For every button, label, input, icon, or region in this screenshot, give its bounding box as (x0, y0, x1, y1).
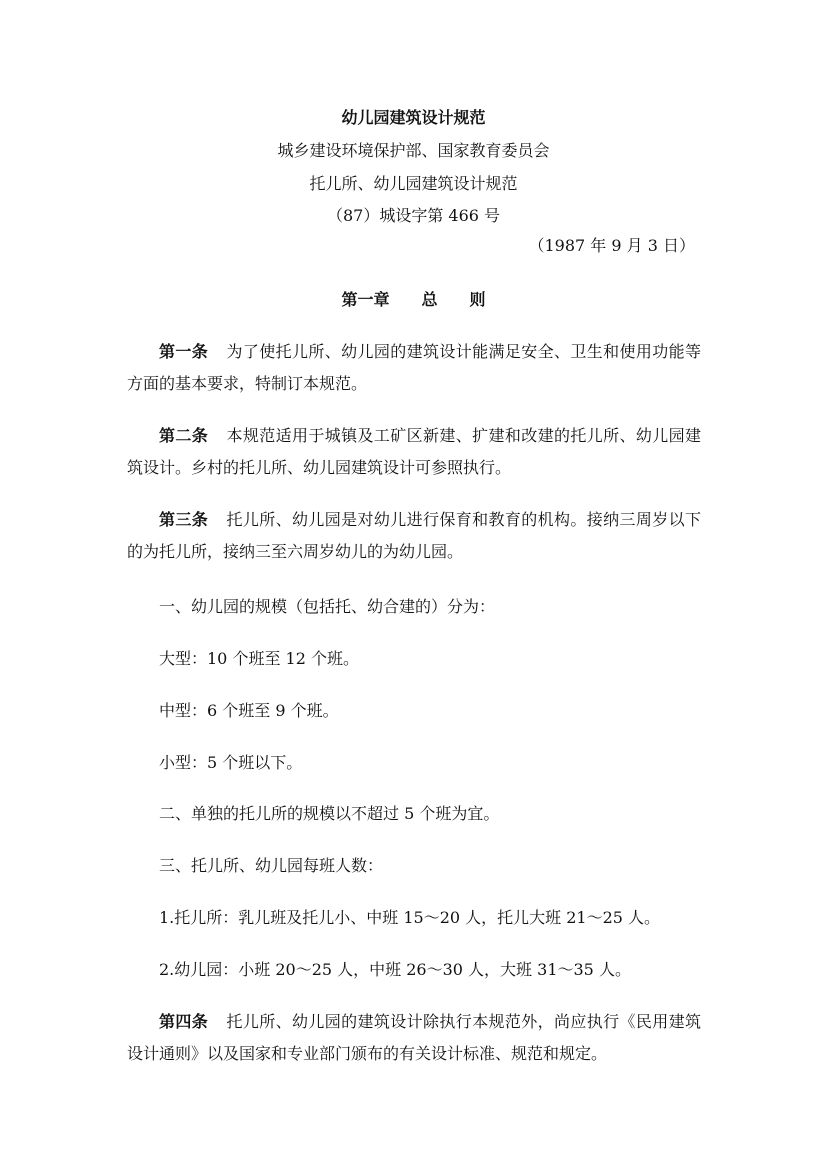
chapter-heading (0, 290, 827, 310)
chapter-title-char-1: 总 (421, 290, 438, 309)
list-item: 大型：10 个班至 12 个班。 (159, 649, 359, 668)
article-4-text: 托儿所、幼儿园的建筑设计除执行本规范外，尚应执行《民用建筑设计通则》以及国家和专业部门颁布的有关设计标准、规范和规定。 (127, 1012, 701, 1063)
article-2-text: 本规范适用于城镇及工矿区新建、扩建和改建的托儿所、幼儿园建筑设计。乡村的托儿所、幼儿园建筑设计可参照执行。 (127, 426, 701, 477)
date-line: （1987 年 9 月 3 日） (528, 236, 695, 255)
list-item: 小型：5 个班以下。 (159, 753, 303, 772)
list-item: 中型：6 个班至 9 个班。 (159, 701, 339, 720)
article-2-label: 第二条 (159, 426, 209, 445)
article-3-label: 第三条 (159, 510, 209, 529)
document-title: 幼儿园建筑设计规范 (341, 108, 486, 127)
original-name-line: 托儿所、幼儿园建筑设计规范 (309, 174, 518, 193)
issuer-line: 城乡建设环境保护部、国家教育委员会 (277, 141, 550, 160)
list-item: 二、单独的托儿所的规模以不超过 5 个班为宜。 (159, 804, 500, 823)
article-2 (127, 420, 701, 484)
article-4-label: 第四条 (159, 1012, 209, 1031)
list-item: 一、幼儿园的规模（包括托、幼合建的）分为： (159, 597, 496, 616)
article-4 (127, 1006, 701, 1070)
article-1-label: 第一条 (159, 342, 209, 361)
chapter-title-char-2: 则 (469, 290, 486, 309)
article-3-text: 托儿所、幼儿园是对幼儿进行保育和教育的机构。接纳三周岁以下的为托儿所，接纳三至六周岁幼儿的为幼儿园。 (127, 510, 701, 561)
article-1-text: 为了使托儿所、幼儿园的建筑设计能满足安全、卫生和使用功能等方面的基本要求，特制订本规范。 (127, 342, 701, 393)
list-item: 1.托儿所：乳儿班及托儿小、中班 15～20 人，托儿大班 21～25 人。 (159, 908, 661, 927)
chapter-number: 第一章 (341, 290, 390, 309)
list-item: 三、托儿所、幼儿园每班人数： (159, 856, 384, 875)
doc-number-line: （87）城设字第 466 号 (326, 206, 501, 225)
article-3 (127, 504, 701, 568)
list-item: 2.幼儿园：小班 20～25 人，中班 26～30 人，大班 31～35 人。 (159, 960, 631, 979)
article-1 (127, 336, 701, 400)
